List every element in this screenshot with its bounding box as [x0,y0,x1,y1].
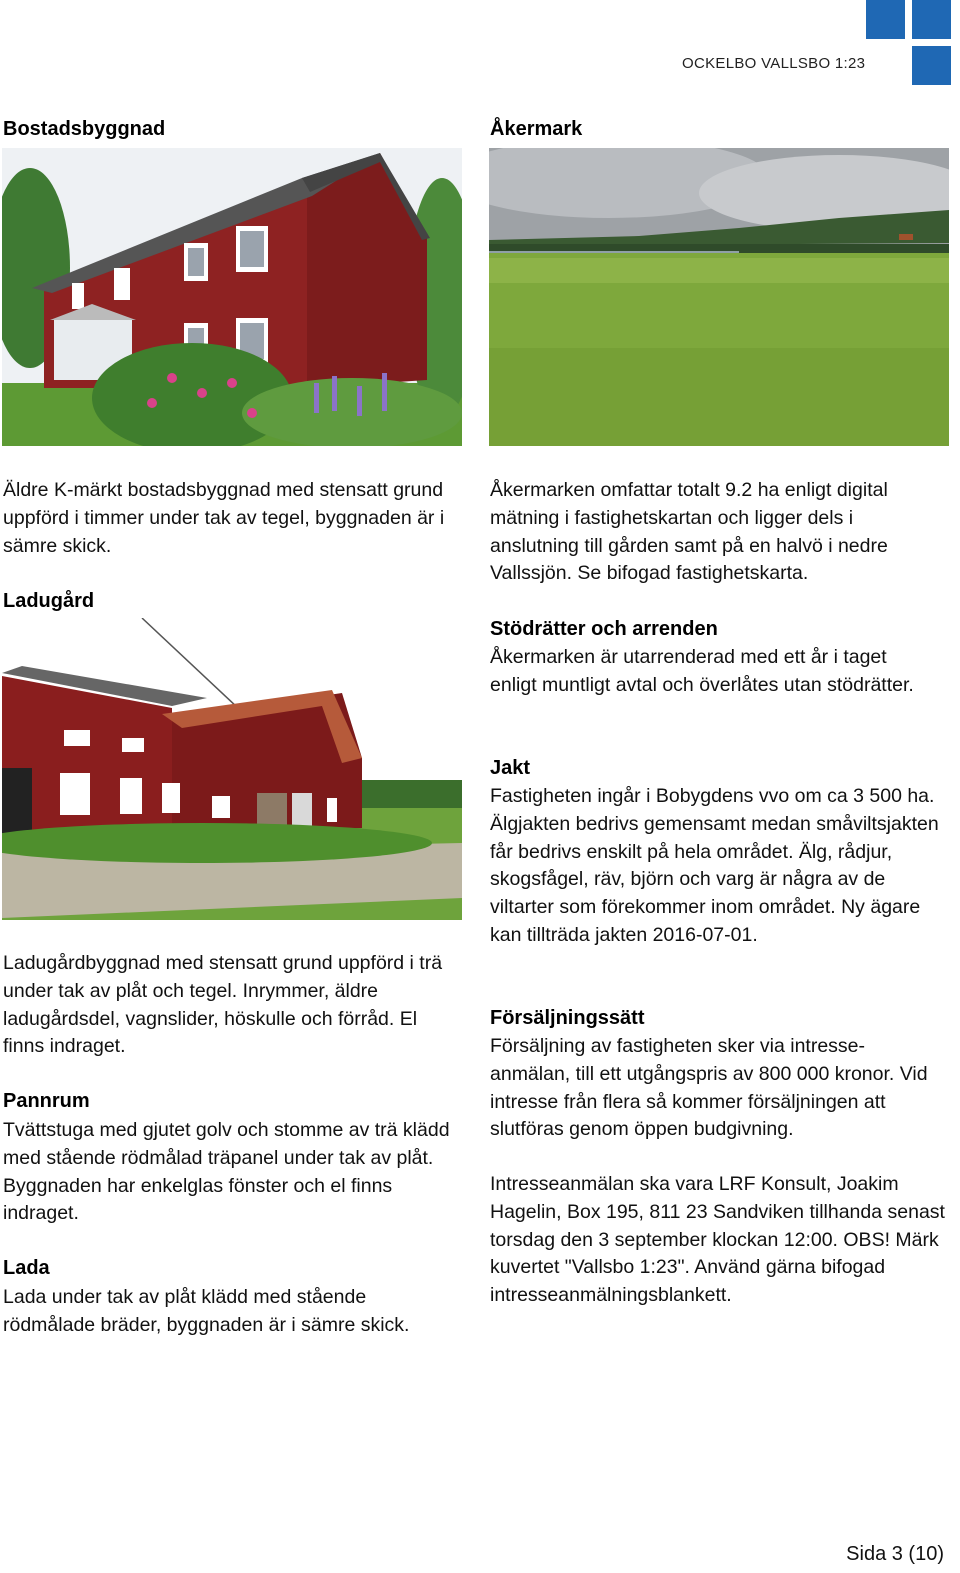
barn-photo [2,618,462,920]
heading-pannrum: Pannrum [3,1090,90,1112]
akermark-text: Åkermarken omfattar totalt 9.2 ha enligt digital mätning i fastighetskartan och ligger dels i anslutning till gården samt på en halvö i nedre Vallssjön. Se bifogad fastighetskarta. [490,479,888,585]
heading-stodratter: Stödrätter och arrenden [490,618,718,640]
field-photo [489,148,949,446]
stodratter-text: Åkermarken är utarrenderad med ett år i taget enligt muntligt avtal och överlåtes utan stödrätter. [490,646,914,696]
page-number: Sida 3 (10) [846,1543,944,1565]
document-title: OCKELBO VALLSBO 1:23 [682,55,866,72]
lada-text: Lada under tak av plåt klädd med stående rödmålade bräder, byggnaden är i sämre skick. [3,1286,410,1336]
heading-jakt: Jakt [490,757,531,779]
heading-bostadsbyggnad: Bostadsbyggnad [3,118,166,140]
pannrum-text: Tvättstuga med gjutet golv och stomme av trä klädd med stående rödmålad träpanel under tak av plåt. Byggnaden har enkelglas fönster och el finns indraget. [3,1119,450,1225]
ladugard-text: Ladugårdbyggnad med stensatt grund uppförd i trä under tak av plåt och tegel. Inrymmer, äldre ladugårdsdel, vagnslider, höskulle och förråd. El finns indraget. [3,952,443,1058]
heading-akermark: Åkermark [490,118,583,140]
house-photo [2,148,462,446]
heading-forsaljning: Försäljningssätt [490,1007,645,1029]
intresse-text: Intresseanmälan ska vara LRF Konsult, Joakim Hagelin, Box 195, 811 23 Sandviken tillhanda senast torsdag den 3 september klockan 12:00. OBS! Märk kuvertet "Vallsbo 1:23". Använd gärna bifogad intresseanmälningsblankett. [490,1173,945,1307]
forsaljning-text: Försäljning av fastigheten sker via intresse-anmälan, till ett utgångspris av 800 000 kronor. Vid intresse från flera så kommer försäljningen att slutföras genom öppen budgivning. [490,1035,928,1141]
jakt-text: Fastigheten ingår i Bobygdens vvo om ca 3 500 ha. Älgjakten bedrivs gemensamt medan småviltsjakten får bedrivs enskilt på hela området. Älg, rådjur, skogsfågel, räv, björn och varg är några av de viltarter som förekommer inom området. Ny ägare kan tillträda jakten 2016-07-01. [490,785,939,946]
heading-ladugard: Ladugård [3,590,95,612]
bostad-text: Äldre K-märkt bostadsbyggnad med stensatt grund uppförd i timmer under tak av tegel, byggnaden är i sämre skick. [3,479,445,557]
heading-lada: Lada [3,1257,50,1279]
